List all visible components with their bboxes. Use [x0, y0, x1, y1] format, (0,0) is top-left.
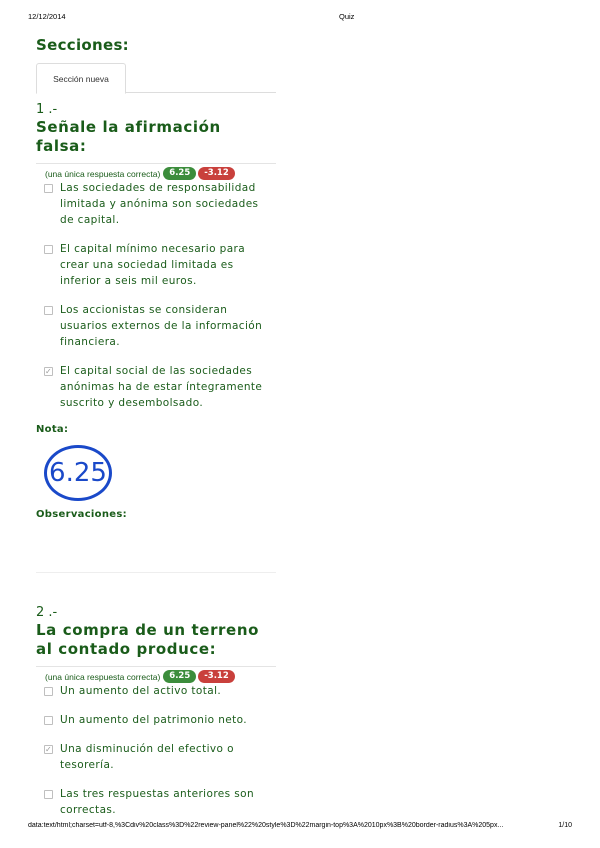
grade-label: Nota:: [36, 424, 69, 435]
score-positive-badge: 6.25: [163, 670, 196, 683]
answer-text: Una disminución del efectivo o tesorería.: [60, 743, 234, 771]
answer-option[interactable]: [36, 241, 276, 289]
checkbox[interactable]: [44, 687, 53, 696]
observations-label: Observaciones:: [36, 509, 127, 520]
print-footer: [28, 822, 572, 836]
question-2: [36, 605, 276, 818]
answer-option[interactable]: [36, 180, 276, 228]
answer-text: El capital mínimo necesario para crear una sociedad limitada es inferior a seis mil euros.: [60, 243, 246, 287]
question-title: Señale la afirmación falsa:: [36, 118, 221, 155]
checkbox-checked[interactable]: [44, 367, 53, 376]
answer-option[interactable]: [36, 712, 276, 728]
question-type: (una única respuesta correcta): [45, 168, 161, 179]
answer-option[interactable]: [36, 741, 276, 773]
question-meta: [36, 666, 276, 683]
answer-option[interactable]: [36, 683, 276, 699]
question-number: 1 .-: [36, 102, 58, 117]
print-url: data:text/html;charset=utf-8,%3Cdiv%20class%3D%22review-panel%22%20style%3D%22margin-top%3A%2010px%3B%20border-radius%3A%205px...: [28, 822, 504, 829]
sections-heading: Secciones:: [36, 36, 129, 54]
score-positive-badge: 6.25: [163, 167, 196, 180]
quiz-review-panel: [36, 36, 276, 831]
checkbox[interactable]: [44, 184, 53, 193]
answer-text: Las tres respuestas anteriores son correctas.: [60, 788, 255, 816]
checkbox[interactable]: [44, 716, 53, 725]
question-type: (una única respuesta correcta): [45, 671, 161, 682]
score-negative-badge: -3.12: [198, 167, 235, 180]
print-date: 12/12/2014: [28, 12, 66, 21]
answer-option[interactable]: [36, 786, 276, 818]
answer-text: Un aumento del activo total.: [60, 685, 222, 697]
question-1: [36, 102, 276, 573]
score-negative-badge: -3.12: [198, 670, 235, 683]
answer-text: Las sociedades de responsabilidad limitada y anónima son sociedades de capital.: [60, 182, 259, 226]
checkbox[interactable]: [44, 306, 53, 315]
answer-text: Los accionistas se consideran usuarios externos de la información financiera.: [60, 304, 263, 348]
checkbox-checked[interactable]: [44, 745, 53, 754]
checkbox[interactable]: [44, 790, 53, 799]
page-number: 1/10: [558, 822, 572, 829]
print-header: [28, 12, 572, 26]
question-title: La compra de un terreno al contado produce:: [36, 621, 260, 658]
grade-value: 6.25: [44, 445, 112, 501]
question-meta: [36, 163, 276, 180]
print-title: Quiz: [339, 12, 355, 21]
checkbox[interactable]: [44, 245, 53, 254]
question-divider: [36, 572, 276, 573]
section-tabs: [36, 63, 276, 93]
answer-option[interactable]: [36, 363, 276, 411]
answer-option[interactable]: [36, 302, 276, 350]
answer-list: [36, 683, 276, 818]
answer-text: Un aumento del patrimonio neto.: [60, 714, 248, 726]
question-number: 2 .-: [36, 605, 58, 620]
tab-seccion-nueva[interactable]: Sección nueva: [36, 63, 126, 94]
answer-list: [36, 180, 276, 411]
answer-text: El capital social de las sociedades anónimas ha de estar íntegramente suscrito y desembolsado.: [60, 365, 263, 409]
